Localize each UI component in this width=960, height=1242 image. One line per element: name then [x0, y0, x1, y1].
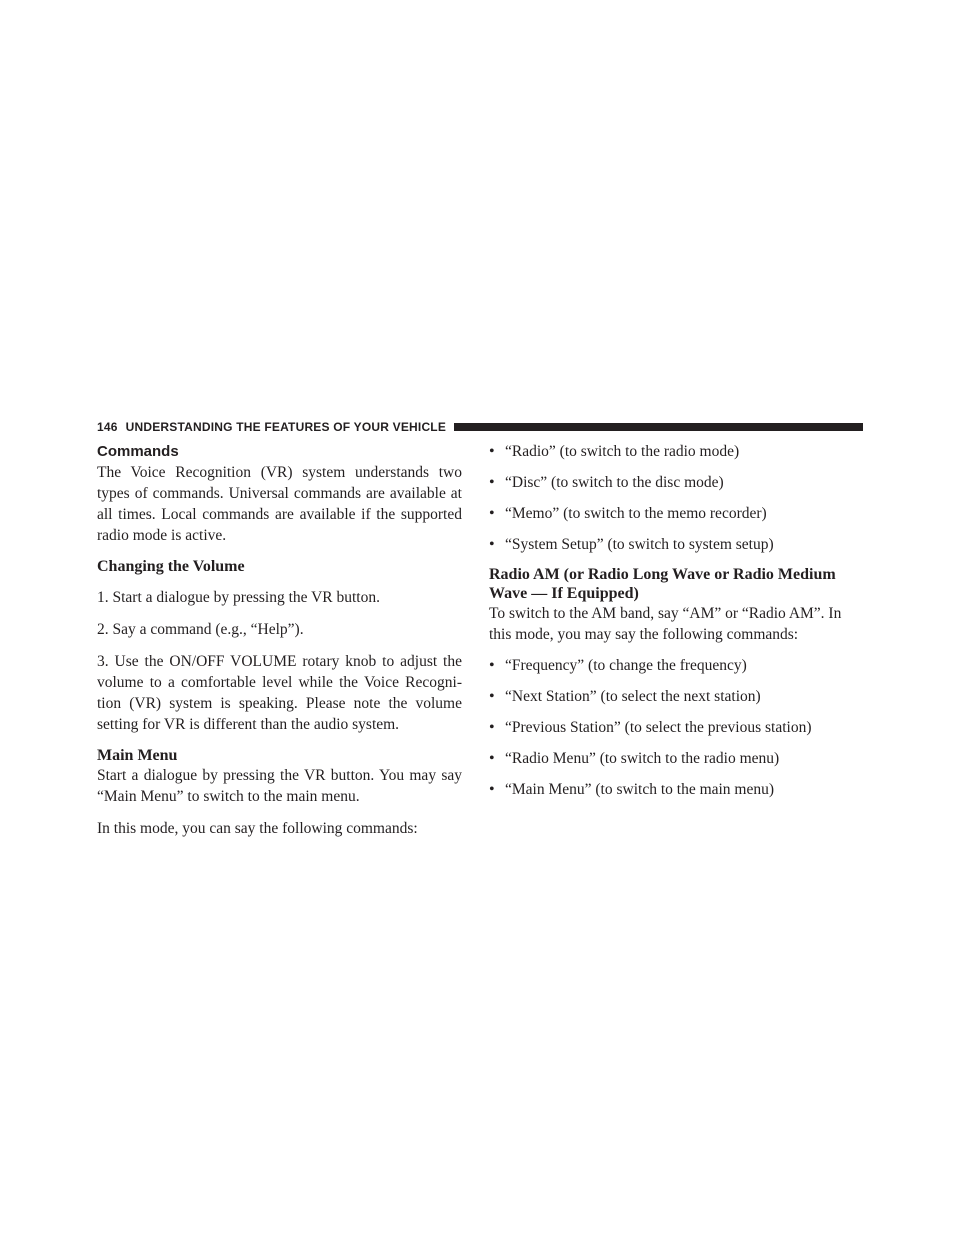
command-text: “Radio Menu” (to switch to the radio menu) [505, 750, 780, 767]
step-3: 3. Use the ON/OFF VOLUME rotary knob to adjust the volume to a comfortable level while the Voice Recogni-tion (VR) system is speaking. Please note the volume setting for VR is different than the audio system. [97, 653, 462, 733]
header-rule [454, 423, 863, 431]
bullet-icon: • [489, 688, 495, 705]
command-text: “Memo” (to switch to the memo recorder) [505, 505, 767, 522]
list-item [489, 686, 864, 707]
bullet-icon: • [489, 657, 495, 674]
bullet-icon: • [489, 536, 495, 553]
step-1: 1. Start a dialogue by pressing the VR button. [97, 589, 380, 606]
list-item [489, 441, 864, 462]
left-column [97, 441, 462, 839]
command-text: “Previous Station” (to select the previous station) [505, 719, 812, 736]
list-item [489, 534, 864, 555]
page-number: 146 [97, 420, 118, 434]
right-column [489, 441, 864, 810]
radio-command-list [489, 655, 864, 800]
list-item [489, 717, 864, 738]
bullet-icon: • [489, 750, 495, 767]
command-text: “Next Station” (to select the next station) [505, 688, 761, 705]
main-menu-command-list [489, 441, 864, 555]
main-menu-paragraph: Start a dialogue by pressing the VR button. You may say “Main Menu” to switch to the main menu. [97, 767, 462, 805]
changing-volume-heading: Changing the Volume [97, 558, 245, 575]
page-header [97, 418, 863, 436]
commands-paragraph: The Voice Recognition (VR) system understands two types of commands. Universal commands are available at all times. Local commands are available if the supported radio mode is active. [97, 464, 462, 544]
list-item [489, 472, 864, 493]
commands-heading: Commands [97, 443, 179, 460]
command-text: “Radio” (to switch to the radio mode) [505, 443, 740, 460]
bullet-icon: • [489, 443, 495, 460]
bullet-icon: • [489, 719, 495, 736]
command-text: “Main Menu” (to switch to the main menu) [505, 781, 775, 798]
main-menu-heading: Main Menu [97, 747, 178, 764]
command-text: “Frequency” (to change the frequency) [505, 657, 747, 674]
bullet-icon: • [489, 781, 495, 798]
bullet-icon: • [489, 474, 495, 491]
command-text: “Disc” (to switch to the disc mode) [505, 474, 724, 491]
radio-am-paragraph: To switch to the AM band, say “AM” or “Radio AM”. In this mode, you may say the following commands: [489, 605, 842, 643]
command-text: “System Setup” (to switch to system setup) [505, 536, 774, 553]
list-item [489, 748, 864, 769]
main-menu-intro: In this mode, you can say the following commands: [97, 820, 418, 837]
radio-am-heading: Radio AM (or Radio Long Wave or Radio Medium Wave — If Equipped) [489, 566, 836, 602]
section-title: UNDERSTANDING THE FEATURES OF YOUR VEHICLE [125, 420, 447, 434]
list-item [489, 779, 864, 800]
list-item [489, 655, 864, 676]
bullet-icon: • [489, 505, 495, 522]
list-item [489, 503, 864, 524]
step-2: 2. Say a command (e.g., “Help”). [97, 621, 304, 638]
